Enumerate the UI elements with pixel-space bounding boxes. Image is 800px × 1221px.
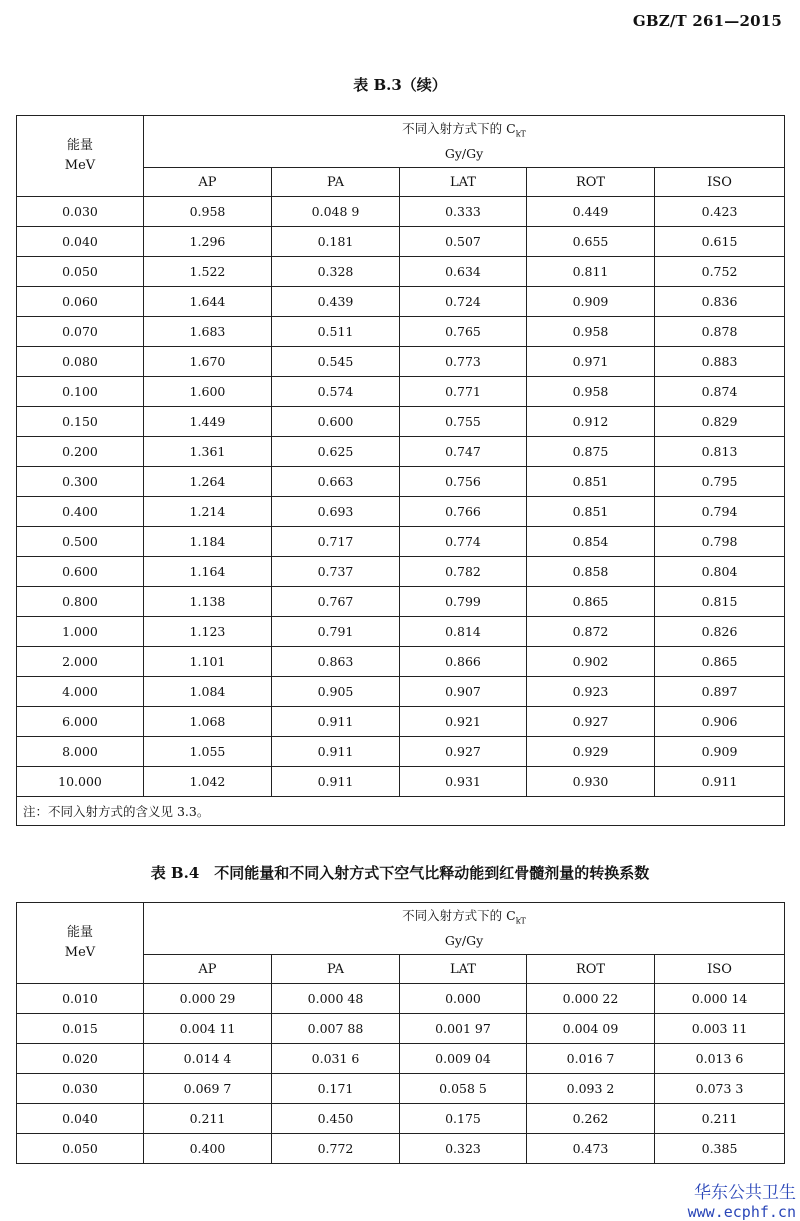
table-row <box>17 737 785 767</box>
value-cell: 1.055 <box>144 737 272 767</box>
value-cell: 0.906 <box>655 707 785 737</box>
value-cell: 0.093 2 <box>527 1074 655 1104</box>
value-cell: 0.333 <box>400 197 527 227</box>
value-cell: 0.851 <box>527 497 655 527</box>
value-cell: 0.927 <box>527 707 655 737</box>
column-header: ISO <box>655 168 785 197</box>
value-cell: 1.296 <box>144 227 272 257</box>
energy-header <box>17 116 144 197</box>
value-cell: 1.138 <box>144 587 272 617</box>
energy-cell: 0.040 <box>17 227 144 257</box>
table-row <box>17 677 785 707</box>
group-header-line1: 不同入射方式下的 C <box>402 907 516 923</box>
value-cell: 0.000 22 <box>527 984 655 1014</box>
value-cell: 1.068 <box>144 707 272 737</box>
value-cell: 0.545 <box>272 347 400 377</box>
energy-cell: 0.015 <box>17 1014 144 1044</box>
value-cell: 0.450 <box>272 1104 400 1134</box>
value-cell: 1.123 <box>144 617 272 647</box>
energy-label: 能量 <box>66 925 93 940</box>
column-header: ISO <box>655 955 785 984</box>
table-row <box>17 1104 785 1134</box>
value-cell: 0.815 <box>655 587 785 617</box>
value-cell: 1.600 <box>144 377 272 407</box>
table-row <box>17 227 785 257</box>
value-cell: 0.911 <box>272 767 400 797</box>
value-cell: 1.214 <box>144 497 272 527</box>
value-cell: 0.449 <box>527 197 655 227</box>
energy-unit: MeV <box>64 158 96 173</box>
value-cell: 0.911 <box>272 737 400 767</box>
group-header-sub: kT <box>515 129 526 139</box>
value-cell: 0.004 09 <box>527 1014 655 1044</box>
group-header <box>144 116 785 168</box>
value-cell: 0.883 <box>655 347 785 377</box>
logo-text: 华东公共卫生 <box>694 1183 796 1203</box>
energy-header <box>17 903 144 984</box>
value-cell: 1.184 <box>144 527 272 557</box>
value-cell: 0.171 <box>272 1074 400 1104</box>
table-row <box>17 1014 785 1044</box>
value-cell: 0.031 6 <box>272 1044 400 1074</box>
value-cell: 0.863 <box>272 647 400 677</box>
value-cell: 0.795 <box>655 467 785 497</box>
value-cell: 0.865 <box>655 647 785 677</box>
value-cell: 0.014 4 <box>144 1044 272 1074</box>
value-cell: 0.791 <box>272 617 400 647</box>
value-cell: 1.101 <box>144 647 272 677</box>
value-cell: 1.522 <box>144 257 272 287</box>
column-header: AP <box>144 168 272 197</box>
value-cell: 0.874 <box>655 377 785 407</box>
value-cell: 0.016 7 <box>527 1044 655 1074</box>
value-cell: 0.175 <box>400 1104 527 1134</box>
group-header-line1: 不同入射方式下的 C <box>402 120 516 136</box>
value-cell: 0.328 <box>272 257 400 287</box>
value-cell: 0.767 <box>272 587 400 617</box>
value-cell: 0.813 <box>655 437 785 467</box>
table-row <box>17 1134 785 1164</box>
value-cell: 0.634 <box>400 257 527 287</box>
value-cell: 0.814 <box>400 617 527 647</box>
value-cell: 0.600 <box>272 407 400 437</box>
value-cell: 0.013 6 <box>655 1044 785 1074</box>
value-cell: 0.756 <box>400 467 527 497</box>
value-cell: 0.001 97 <box>400 1014 527 1044</box>
value-cell: 0.851 <box>527 467 655 497</box>
energy-cell: 0.010 <box>17 984 144 1014</box>
column-header: LAT <box>400 955 527 984</box>
value-cell: 0.423 <box>655 197 785 227</box>
value-cell: 1.683 <box>144 317 272 347</box>
value-cell: 0.663 <box>272 467 400 497</box>
value-cell: 0.000 <box>400 984 527 1014</box>
value-cell: 0.724 <box>400 287 527 317</box>
table-row <box>17 1044 785 1074</box>
value-cell: 0.811 <box>527 257 655 287</box>
watermark-logo <box>688 1178 796 1221</box>
energy-cell: 0.600 <box>17 557 144 587</box>
table-row <box>17 527 785 557</box>
value-cell: 0.866 <box>400 647 527 677</box>
table-row <box>17 257 785 287</box>
value-cell: 0.766 <box>400 497 527 527</box>
value-cell: 0.897 <box>655 677 785 707</box>
table-b4-title: 表 B.4 不同能量和不同入射方式下空气比释动能到红骨髓剂量的转换系数 <box>150 864 650 882</box>
energy-cell: 6.000 <box>17 707 144 737</box>
column-header: ROT <box>527 955 655 984</box>
value-cell: 0.858 <box>527 557 655 587</box>
value-cell: 0.439 <box>272 287 400 317</box>
value-cell: 0.902 <box>527 647 655 677</box>
group-header-unit: Gy/Gy <box>444 146 484 162</box>
column-header: PA <box>272 955 400 984</box>
energy-cell: 0.060 <box>17 287 144 317</box>
value-cell: 0.909 <box>655 737 785 767</box>
energy-unit: MeV <box>64 945 96 960</box>
value-cell: 0.073 3 <box>655 1074 785 1104</box>
energy-cell: 8.000 <box>17 737 144 767</box>
column-header: ROT <box>527 168 655 197</box>
value-cell: 0.262 <box>527 1104 655 1134</box>
table-row <box>17 287 785 317</box>
table-row <box>17 497 785 527</box>
energy-cell: 0.030 <box>17 197 144 227</box>
table-row <box>17 317 785 347</box>
value-cell: 0.400 <box>144 1134 272 1164</box>
logo-url: www.ecphf.cn <box>687 1203 796 1221</box>
energy-cell: 0.050 <box>17 257 144 287</box>
group-header <box>144 903 785 955</box>
group-header-unit: Gy/Gy <box>444 933 484 949</box>
table-row <box>17 617 785 647</box>
value-cell: 0.927 <box>400 737 527 767</box>
energy-cell: 0.050 <box>17 1134 144 1164</box>
value-cell: 0.958 <box>144 197 272 227</box>
value-cell: 0.473 <box>527 1134 655 1164</box>
value-cell: 0.000 48 <box>272 984 400 1014</box>
energy-cell: 0.030 <box>17 1074 144 1104</box>
value-cell: 0.923 <box>527 677 655 707</box>
value-cell: 0.069 7 <box>144 1074 272 1104</box>
value-cell: 1.670 <box>144 347 272 377</box>
energy-cell: 0.800 <box>17 587 144 617</box>
value-cell: 0.772 <box>272 1134 400 1164</box>
value-cell: 0.004 11 <box>144 1014 272 1044</box>
value-cell: 0.958 <box>527 377 655 407</box>
value-cell: 0.958 <box>527 317 655 347</box>
value-cell: 1.164 <box>144 557 272 587</box>
table-row <box>17 197 785 227</box>
value-cell: 0.211 <box>144 1104 272 1134</box>
energy-cell: 0.020 <box>17 1044 144 1074</box>
value-cell: 0.829 <box>655 407 785 437</box>
value-cell: 0.755 <box>400 407 527 437</box>
value-cell: 0.798 <box>655 527 785 557</box>
energy-cell: 0.080 <box>17 347 144 377</box>
energy-label: 能量 <box>66 138 93 153</box>
table-b4 <box>16 902 785 1164</box>
table-row <box>17 407 785 437</box>
value-cell: 0.930 <box>527 767 655 797</box>
energy-cell: 10.000 <box>17 767 144 797</box>
value-cell: 0.854 <box>527 527 655 557</box>
value-cell: 0.774 <box>400 527 527 557</box>
table-row <box>17 984 785 1014</box>
value-cell: 0.911 <box>272 707 400 737</box>
value-cell: 0.507 <box>400 227 527 257</box>
value-cell: 0.655 <box>527 227 655 257</box>
value-cell: 0.905 <box>272 677 400 707</box>
value-cell: 0.909 <box>527 287 655 317</box>
value-cell: 0.048 9 <box>272 197 400 227</box>
table-b3 <box>16 115 785 826</box>
value-cell: 0.574 <box>272 377 400 407</box>
value-cell: 0.826 <box>655 617 785 647</box>
column-header: LAT <box>400 168 527 197</box>
value-cell: 1.449 <box>144 407 272 437</box>
value-cell: 1.084 <box>144 677 272 707</box>
value-cell: 0.907 <box>400 677 527 707</box>
value-cell: 0.929 <box>527 737 655 767</box>
value-cell: 1.264 <box>144 467 272 497</box>
value-cell: 0.323 <box>400 1134 527 1164</box>
table-row <box>17 587 785 617</box>
table-row <box>17 377 785 407</box>
table-row <box>17 1074 785 1104</box>
value-cell: 0.385 <box>655 1134 785 1164</box>
value-cell: 0.878 <box>655 317 785 347</box>
table-row <box>17 467 785 497</box>
value-cell: 0.931 <box>400 767 527 797</box>
value-cell: 0.912 <box>527 407 655 437</box>
value-cell: 0.181 <box>272 227 400 257</box>
value-cell: 0.737 <box>272 557 400 587</box>
value-cell: 0.752 <box>655 257 785 287</box>
value-cell: 0.765 <box>400 317 527 347</box>
value-cell: 0.921 <box>400 707 527 737</box>
energy-cell: 4.000 <box>17 677 144 707</box>
value-cell: 0.003 11 <box>655 1014 785 1044</box>
table-b3-title: 表 B.3（续） <box>353 76 447 94</box>
table-row <box>17 707 785 737</box>
value-cell: 1.644 <box>144 287 272 317</box>
table-row <box>17 347 785 377</box>
value-cell: 1.042 <box>144 767 272 797</box>
document-code: GBZ/T 261—2015 <box>632 12 782 30</box>
value-cell: 0.000 29 <box>144 984 272 1014</box>
energy-cell: 0.300 <box>17 467 144 497</box>
table-note: 注：不同入射方式的含义见 3.3。 <box>17 797 785 826</box>
energy-cell: 0.200 <box>17 437 144 467</box>
energy-cell: 0.500 <box>17 527 144 557</box>
value-cell: 0.865 <box>527 587 655 617</box>
energy-cell: 0.150 <box>17 407 144 437</box>
value-cell: 0.007 88 <box>272 1014 400 1044</box>
value-cell: 0.911 <box>655 767 785 797</box>
value-cell: 0.009 04 <box>400 1044 527 1074</box>
energy-cell: 0.040 <box>17 1104 144 1134</box>
value-cell: 0.794 <box>655 497 785 527</box>
value-cell: 0.799 <box>400 587 527 617</box>
value-cell: 0.615 <box>655 227 785 257</box>
value-cell: 0.000 14 <box>655 984 785 1014</box>
value-cell: 0.625 <box>272 437 400 467</box>
group-header-sub: kT <box>515 916 526 926</box>
column-header: PA <box>272 168 400 197</box>
column-header: AP <box>144 955 272 984</box>
value-cell: 0.211 <box>655 1104 785 1134</box>
energy-cell: 1.000 <box>17 617 144 647</box>
value-cell: 0.875 <box>527 437 655 467</box>
energy-cell: 0.400 <box>17 497 144 527</box>
value-cell: 0.771 <box>400 377 527 407</box>
value-cell: 0.058 5 <box>400 1074 527 1104</box>
value-cell: 0.804 <box>655 557 785 587</box>
value-cell: 0.511 <box>272 317 400 347</box>
table-row <box>17 647 785 677</box>
value-cell: 0.782 <box>400 557 527 587</box>
energy-cell: 2.000 <box>17 647 144 677</box>
value-cell: 0.971 <box>527 347 655 377</box>
value-cell: 0.773 <box>400 347 527 377</box>
table-row <box>17 767 785 797</box>
value-cell: 1.361 <box>144 437 272 467</box>
value-cell: 0.747 <box>400 437 527 467</box>
energy-cell: 0.100 <box>17 377 144 407</box>
table-row <box>17 437 785 467</box>
value-cell: 0.693 <box>272 497 400 527</box>
energy-cell: 0.070 <box>17 317 144 347</box>
value-cell: 0.836 <box>655 287 785 317</box>
table-row <box>17 557 785 587</box>
value-cell: 0.717 <box>272 527 400 557</box>
value-cell: 0.872 <box>527 617 655 647</box>
